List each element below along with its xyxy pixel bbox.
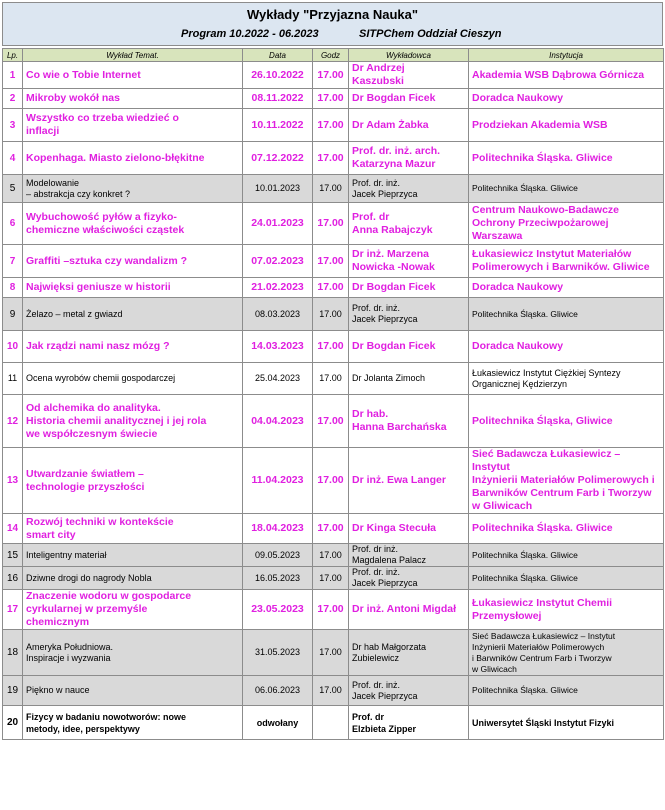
cell-lp: 12: [3, 395, 23, 448]
column-header-topic: Wykład Temat.: [23, 49, 243, 62]
cell-date: 04.04.2023: [243, 395, 313, 448]
cell-lecturer: Prof. dr. inż. Jacek Pieprzyca: [349, 567, 469, 590]
cell-institution: Centrum Naukowo-Badawcze Ochrony Przeciwpożarowej Warszawa: [469, 203, 664, 245]
cell-topic: Modelowanie – abstrakcja czy konkret ?: [23, 175, 243, 203]
cell-date: 11.04.2023: [243, 448, 313, 514]
cell-topic: Najwięksi geniusze w historii: [23, 278, 243, 298]
cell-lp: 10: [3, 331, 23, 363]
cell-date: 23.05.2023: [243, 590, 313, 630]
table-row: [3, 278, 664, 298]
cell-institution: Sieć Badawcza Łukasiewicz – Instytut Inżynierii Materiałów Polimerowych i Barwników Centrum Farb i Tworzyw w Gliwicach: [469, 630, 664, 676]
cell-date: 21.02.2023: [243, 278, 313, 298]
cell-lp: 13: [3, 448, 23, 514]
cell-topic: Wybuchowość pyłów a fizyko- chemiczne właściwości cząstek: [23, 203, 243, 245]
table-row: [3, 676, 664, 706]
table-row: [3, 142, 664, 175]
table-row: [3, 175, 664, 203]
table-row: [3, 706, 664, 740]
cell-topic: Żelazo – metal z gwiazd: [23, 298, 243, 331]
cell-lecturer: Prof. dr Anna Rabajczyk: [349, 203, 469, 245]
cell-lecturer: Prof. dr. inż. arch. Katarzyna Mazur: [349, 142, 469, 175]
cell-date: 06.06.2023: [243, 676, 313, 706]
cell-lp: 9: [3, 298, 23, 331]
cell-institution: Doradca Naukowy: [469, 89, 664, 109]
cell-topic: Co wie o Tobie Internet: [23, 62, 243, 89]
cell-date: 25.04.2023: [243, 363, 313, 395]
cell-hour: 17.00: [313, 590, 349, 630]
cell-hour: 17.00: [313, 109, 349, 142]
cell-date: 31.05.2023: [243, 630, 313, 676]
column-header-lp: Lp.: [3, 49, 23, 62]
sheet-title: Wykłady "Przyjazna Nauka": [246, 7, 419, 22]
cell-lecturer: Dr Kinga Stecuła: [349, 514, 469, 544]
cell-institution: Uniwersytet Śląski Instytut Fizyki: [469, 706, 664, 740]
cell-hour: 17.00: [313, 62, 349, 89]
cell-institution: Politechnika Śląska. Gliwice: [469, 298, 664, 331]
cell-institution: Doradca Naukowy: [469, 331, 664, 363]
cell-topic: Wszystko co trzeba wiedzieć o inflacji: [23, 109, 243, 142]
program-period: Program 10.2022 - 06.2023: [181, 28, 319, 40]
cell-institution: Politechnika Śląska. Gliwice: [469, 142, 664, 175]
cell-hour: 17.00: [313, 363, 349, 395]
cell-date: 08.03.2023: [243, 298, 313, 331]
cell-lp: 3: [3, 109, 23, 142]
cell-date: 16.05.2023: [243, 567, 313, 590]
cell-hour: 17.00: [313, 676, 349, 706]
cell-date: 18.04.2023: [243, 514, 313, 544]
table-body: [3, 62, 664, 740]
cell-topic: Piękno w nauce: [23, 676, 243, 706]
cell-lecturer: Dr Bogdan Ficek: [349, 89, 469, 109]
table-row: [3, 331, 664, 363]
cell-date: 24.01.2023: [243, 203, 313, 245]
cell-lecturer: Dr Bogdan Ficek: [349, 278, 469, 298]
cell-lecturer: Prof. dr inż. Magdalena Palacz: [349, 544, 469, 567]
cell-hour: [313, 706, 349, 740]
cell-hour: 17.00: [313, 331, 349, 363]
cell-topic: Rozwój techniki w kontekście smart city: [23, 514, 243, 544]
table-row: [3, 298, 664, 331]
cell-date: 26.10.2022: [243, 62, 313, 89]
cell-hour: 17.00: [313, 142, 349, 175]
table-row: [3, 567, 664, 590]
cell-lp: 4: [3, 142, 23, 175]
cell-topic: Kopenhaga. Miasto zielono-błękitne: [23, 142, 243, 175]
cell-topic: Graffiti –sztuka czy wandalizm ?: [23, 245, 243, 278]
cell-institution: Akademia WSB Dąbrowa Górnicza: [469, 62, 664, 89]
table-row: [3, 203, 664, 245]
table-row: [3, 630, 664, 676]
cell-lecturer: Dr inż. Antoni Migdał: [349, 590, 469, 630]
cell-lp: 16: [3, 567, 23, 590]
cell-lp: 14: [3, 514, 23, 544]
cell-institution: Politechnika Śląska. Gliwice: [469, 175, 664, 203]
cell-lecturer: Dr Jolanta Zimoch: [349, 363, 469, 395]
cell-lp: 15: [3, 544, 23, 567]
cell-lp: 7: [3, 245, 23, 278]
cell-lecturer: Dr Andrzej Kaszubski: [349, 62, 469, 89]
organization-name: SITPChem Oddział Cieszyn: [359, 28, 502, 40]
cell-topic: Inteligentny materiał: [23, 544, 243, 567]
cell-lp: 20: [3, 706, 23, 740]
cell-date: 10.11.2022: [243, 109, 313, 142]
column-header-institution: Instytucja: [469, 49, 664, 62]
cell-institution: Doradca Naukowy: [469, 278, 664, 298]
cell-institution: Politechnika Śląska. Gliwice: [469, 544, 664, 567]
cell-lp: 11: [3, 363, 23, 395]
cell-topic: Ocena wyrobów chemii gospodarczej: [23, 363, 243, 395]
cell-topic: Fizycy w badaniu nowotworów: nowe metody, idee, perspektywy: [23, 706, 243, 740]
cell-lecturer: Dr hab Małgorzata Zubielewicz: [349, 630, 469, 676]
cell-hour: 17.00: [313, 630, 349, 676]
cell-topic: Od alchemika do analityka. Historia chemii analitycznej i jej rola we współczesnym świecie: [23, 395, 243, 448]
cell-hour: 17.00: [313, 395, 349, 448]
cell-date: 09.05.2023: [243, 544, 313, 567]
cell-institution: Sieć Badawcza Łukasiewicz – Instytut Inżynierii Materiałów Polimerowych i Barwników Centrum Farb i Tworzyw w Gliwicach: [469, 448, 664, 514]
cell-lecturer: Dr inż. Marzena Nowicka -Nowak: [349, 245, 469, 278]
lectures-table: [2, 48, 664, 740]
cell-hour: 17.00: [313, 544, 349, 567]
table-row: [3, 109, 664, 142]
cell-hour: 17.00: [313, 245, 349, 278]
table-row: [3, 448, 664, 514]
table-header-row: [3, 49, 664, 62]
cell-lp: 1: [3, 62, 23, 89]
cell-lecturer: Dr Bogdan Ficek: [349, 331, 469, 363]
cell-date: 10.01.2023: [243, 175, 313, 203]
cell-institution: Politechnika Śląska. Gliwice: [469, 567, 664, 590]
cell-institution: Prodziekan Akademia WSB: [469, 109, 664, 142]
cell-date: 14.03.2023: [243, 331, 313, 363]
table-row: [3, 395, 664, 448]
cell-lecturer: Prof. dr. inż. Jacek Pieprzyca: [349, 298, 469, 331]
cell-lecturer: Dr hab. Hanna Barchańska: [349, 395, 469, 448]
column-header-lecturer: Wykładowca: [349, 49, 469, 62]
cell-hour: 17.00: [313, 448, 349, 514]
cell-lp: 8: [3, 278, 23, 298]
cell-hour: 17.00: [313, 298, 349, 331]
table-row: [3, 363, 664, 395]
cell-lecturer: Prof. dr. inż. Jacek Pieprzyca: [349, 175, 469, 203]
cell-topic: Jak rządzi nami nasz mózg ?: [23, 331, 243, 363]
cell-date: 07.02.2023: [243, 245, 313, 278]
sheet-header: [2, 2, 663, 46]
cell-lp: 17: [3, 590, 23, 630]
cell-topic: Ameryka Południowa. Inspiracje i wyzwania: [23, 630, 243, 676]
cell-institution: Łukasiewicz Instytut Chemii Przemysłowej: [469, 590, 664, 630]
cell-institution: Łukasiewicz Instytut Materiałów Polimerowych i Barwników. Gliwice: [469, 245, 664, 278]
table-row: [3, 62, 664, 89]
table-row: [3, 590, 664, 630]
cell-institution: Politechnika Śląska, Gliwice: [469, 395, 664, 448]
cell-topic: Dziwne drogi do nagrody Nobla: [23, 567, 243, 590]
table-row: [3, 89, 664, 109]
cell-lecturer: Dr Adam Żabka: [349, 109, 469, 142]
cell-lp: 2: [3, 89, 23, 109]
cell-lecturer: Prof. dr Elzbieta Zipper: [349, 706, 469, 740]
column-header-date: Data: [243, 49, 313, 62]
cell-hour: 17.00: [313, 89, 349, 109]
cell-lp: 19: [3, 676, 23, 706]
cell-institution: Politechnika Śląska. Gliwice: [469, 676, 664, 706]
table-row: [3, 514, 664, 544]
cell-hour: 17.00: [313, 175, 349, 203]
cell-hour: 17.00: [313, 203, 349, 245]
column-header-hour: Godz: [313, 49, 349, 62]
cell-lp: 5: [3, 175, 23, 203]
cell-hour: 17.00: [313, 567, 349, 590]
cell-topic: Mikroby wokół nas: [23, 89, 243, 109]
table-row: [3, 544, 664, 567]
cell-date: 07.12.2022: [243, 142, 313, 175]
cell-lecturer: Dr inż. Ewa Langer: [349, 448, 469, 514]
cell-institution: Politechnika Śląska. Gliwice: [469, 514, 664, 544]
cell-topic: Utwardzanie światłem – technologie przyszłości: [23, 448, 243, 514]
cell-date: odwołany: [243, 706, 313, 740]
cell-lecturer: Prof. dr. inż. Jacek Pieprzyca: [349, 676, 469, 706]
cell-lp: 18: [3, 630, 23, 676]
cell-hour: 17.00: [313, 278, 349, 298]
cell-institution: Łukasiewicz Instytut Ciężkiej Syntezy Organicznej Kędzierzyn: [469, 363, 664, 395]
cell-topic: Znaczenie wodoru w gospodarce cyrkularnej w przemyśle chemicznym: [23, 590, 243, 630]
cell-date: 08.11.2022: [243, 89, 313, 109]
cell-hour: 17.00: [313, 514, 349, 544]
table-row: [3, 245, 664, 278]
cell-lp: 6: [3, 203, 23, 245]
